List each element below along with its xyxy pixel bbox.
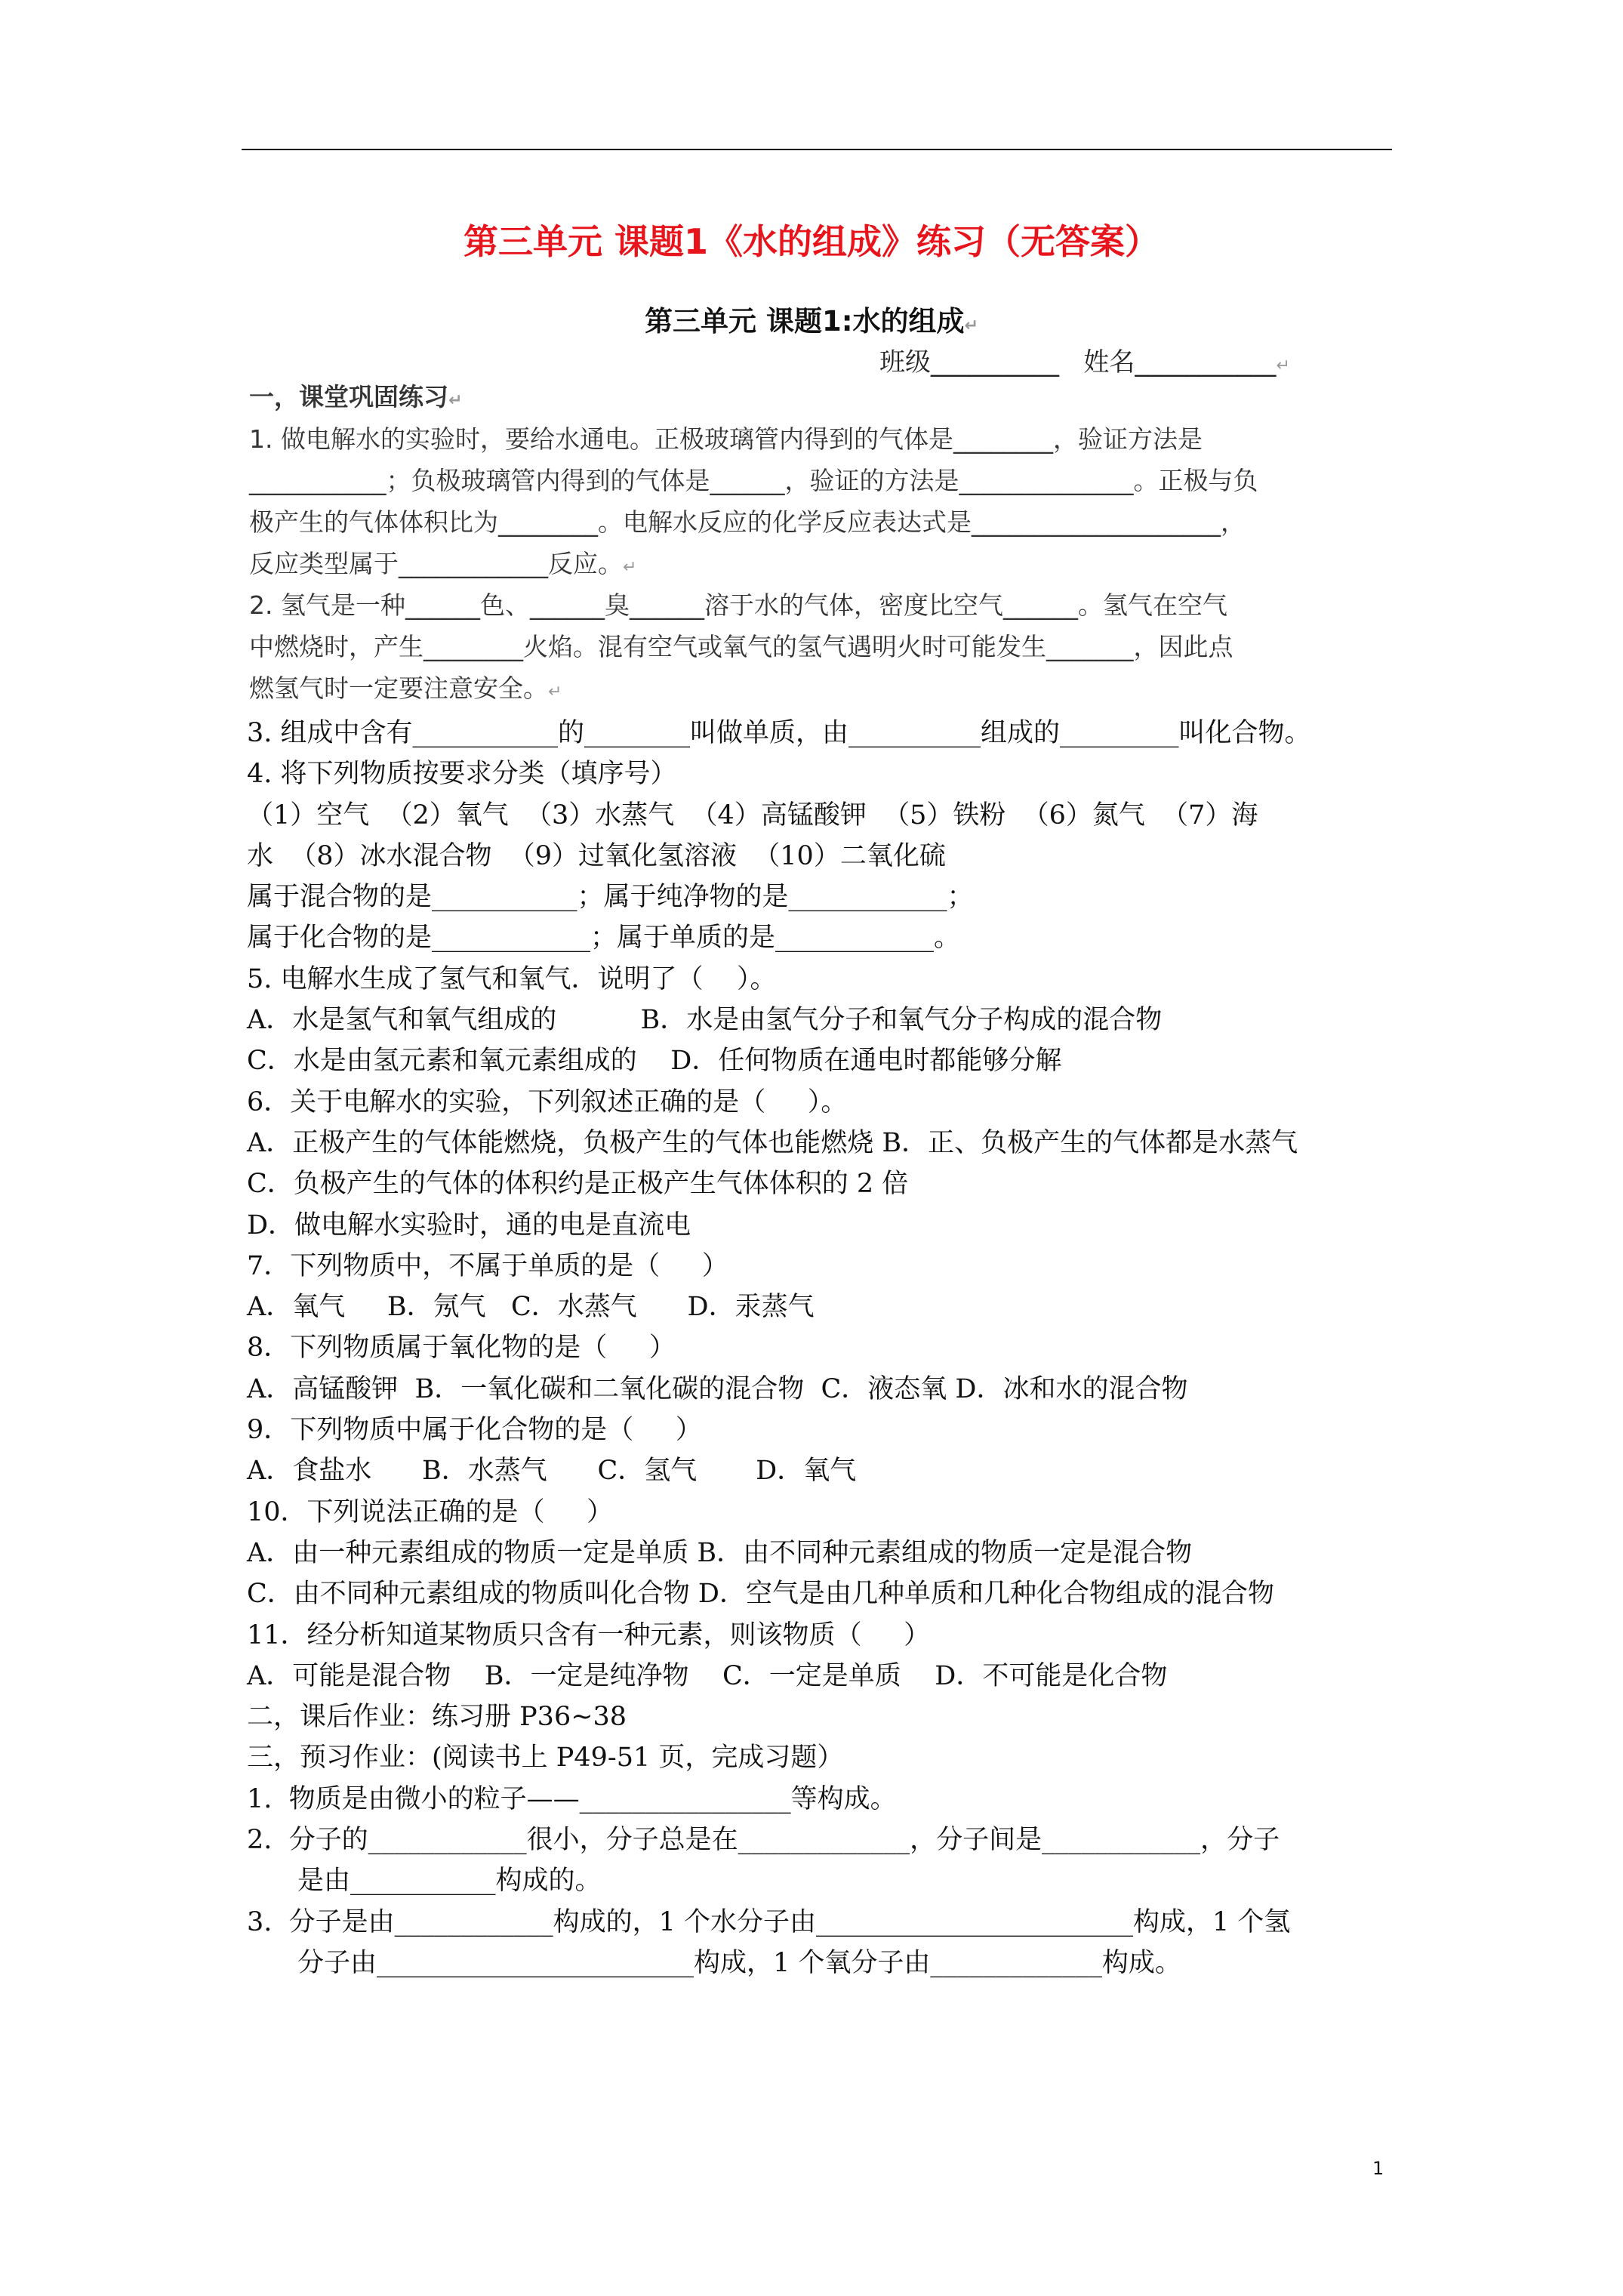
option-line: C．由不同种元素组成的物质叫化合物 D．空气是由几种单质和几种化合物组成的混合物 [247, 1579, 1274, 1610]
section-heading: 三，预习作业：(阅读书上 P49-51 页，完成习题） [247, 1743, 844, 1774]
question-line: 10．下列说法正确的是（ ） [247, 1496, 614, 1527]
page-number: 1 [1372, 2158, 1384, 2179]
question-line: 水 （8）冰水混合物 （9）过氧化氢溶液 （10）二氧化硫 [247, 840, 946, 871]
question-line: 5. 电解水生成了氢气和氧气．说明了（ ）。 [247, 963, 777, 994]
question-line: 属于混合物的是___________；属于纯净物的是____________； [247, 882, 974, 913]
question-line: 6．关于电解水的实验，下列叙述正确的是（ ）。 [247, 1086, 848, 1117]
question-line: 2. 分子的____________很小，分子总是在_____________，分子间是____________，分子 [247, 1825, 1280, 1856]
class-name-text: 班级__________ 姓名___________ [879, 347, 1277, 378]
exercise-line-text: 反应类型属于____________反应。 [249, 549, 623, 578]
option-line: C．负极产生的气体的体积约是正极产生气体体积的 2 倍 [247, 1169, 909, 1200]
exercise-line [249, 543, 1427, 584]
return-mark: ↵ [964, 316, 978, 335]
return-mark: ↵ [548, 683, 562, 701]
question-line: 3. 组成中含有___________的________叫做单质，由__________组成的_________叫化合物。 [247, 718, 1311, 748]
option-line: A．食盐水 B．水蒸气 C．氢气 D．氧气 [247, 1456, 857, 1487]
exercise-line: 极产生的气体体积比为________。电解水反应的化学反应表达式是____________________， [249, 507, 1246, 537]
subtitle-text: 第三单元 课题1:水的组成 [645, 305, 965, 337]
option-line: A．水是氢气和氧气组成的 B．水是由氢气分子和氧气分子构成的混合物 [247, 1005, 1163, 1036]
exercise-line-text: 燃氢气时一定要注意安全。 [249, 673, 548, 703]
exercise-line: ___________；负极玻璃管内得到的气体是______，验证的方法是______________。正极与负 [249, 466, 1258, 495]
option-line: C．水是由氢元素和氧元素组成的 D．任何物质在通电时都能够分解 [247, 1046, 1062, 1077]
return-mark: ↵ [1276, 356, 1290, 375]
return-mark: ↵ [448, 391, 463, 410]
question-line: 3. 分子是由____________构成的，1 个水分子由________________________构成，1 个氢 [247, 1906, 1291, 1937]
exercise-line: 中燃烧时，产生________火焰。混有空气或氧气的氢气遇明火时可能发生_______，因此点 [249, 632, 1233, 661]
option-line: A．由一种元素组成的物质一定是单质 B．由不同种元素组成的物质一定是混合物 [247, 1537, 1193, 1568]
question-line: 属于化合物的是____________；属于单质的是____________。 [247, 923, 961, 954]
question-line: （1）空气 （2）氧气 （3）水蒸气 （4）高锰酸钾 （5）铁粉 （6）氮气 （7）海 [247, 800, 1258, 831]
question-line: 1. 物质是由微小的粒子——________________等构成。 [247, 1783, 897, 1814]
worksheet-body [247, 713, 1394, 1983]
header-rule [242, 149, 1392, 150]
option-line: A．可能是混合物 B．一定是纯净物 C．一定是单质 D．不可能是化合物 [247, 1660, 1168, 1691]
question-line: 9．下列物质中属于化合物的是（ ） [247, 1415, 702, 1446]
return-mark: ↵ [623, 558, 637, 577]
question-line: 是由___________构成的。 [297, 1866, 602, 1897]
option-line: A．氧气 B．氖气 C．水蒸气 D．汞蒸气 [247, 1292, 815, 1323]
section-heading-text: 一，课堂巩固练习 [249, 382, 448, 411]
classroom-exercise-block [249, 376, 1427, 709]
exercise-line [249, 667, 1427, 709]
section-heading [249, 376, 1427, 418]
question-line: 8．下列物质属于氧化物的是（ ） [247, 1333, 676, 1364]
option-line: A．正极产生的气体能燃烧，负极产生的气体也能燃烧 B．正、负极产生的气体都是水蒸气 [247, 1127, 1298, 1158]
question-line: 4. 将下列物质按要求分类（填序号） [247, 759, 677, 790]
exercise-line: 1. 做电解水的实验时，要给水通电。正极玻璃管内得到的气体是________，验证方法是 [249, 424, 1203, 454]
question-line: 7．下列物质中，不属于单质的是（ ） [247, 1250, 728, 1281]
exercise-line: 2. 氢气是一种______色、______臭______溶于水的气体，密度比空气______。氢气在空气 [249, 590, 1227, 620]
question-line: 11．经分析知道某物质只含有一种元素，则该物质（ ） [247, 1620, 931, 1650]
worksheet-subtitle [0, 298, 1623, 339]
option-line: D．做电解水实验时，通的电是直流电 [247, 1210, 691, 1240]
document-title: 第三单元 课题1《水的组成》练习（无答案） [463, 221, 1160, 262]
class-name-line [879, 341, 1290, 378]
question-line: 分子由________________________构成，1 个氧分子由_____________构成。 [297, 1947, 1181, 1978]
option-line: A．高锰酸钾 B．一氧化碳和二氧化碳的混合物 C．液态氧 D．冰和水的混合物 [247, 1373, 1188, 1404]
section-heading: 二，课后作业：练习册 P36~38 [247, 1702, 627, 1733]
